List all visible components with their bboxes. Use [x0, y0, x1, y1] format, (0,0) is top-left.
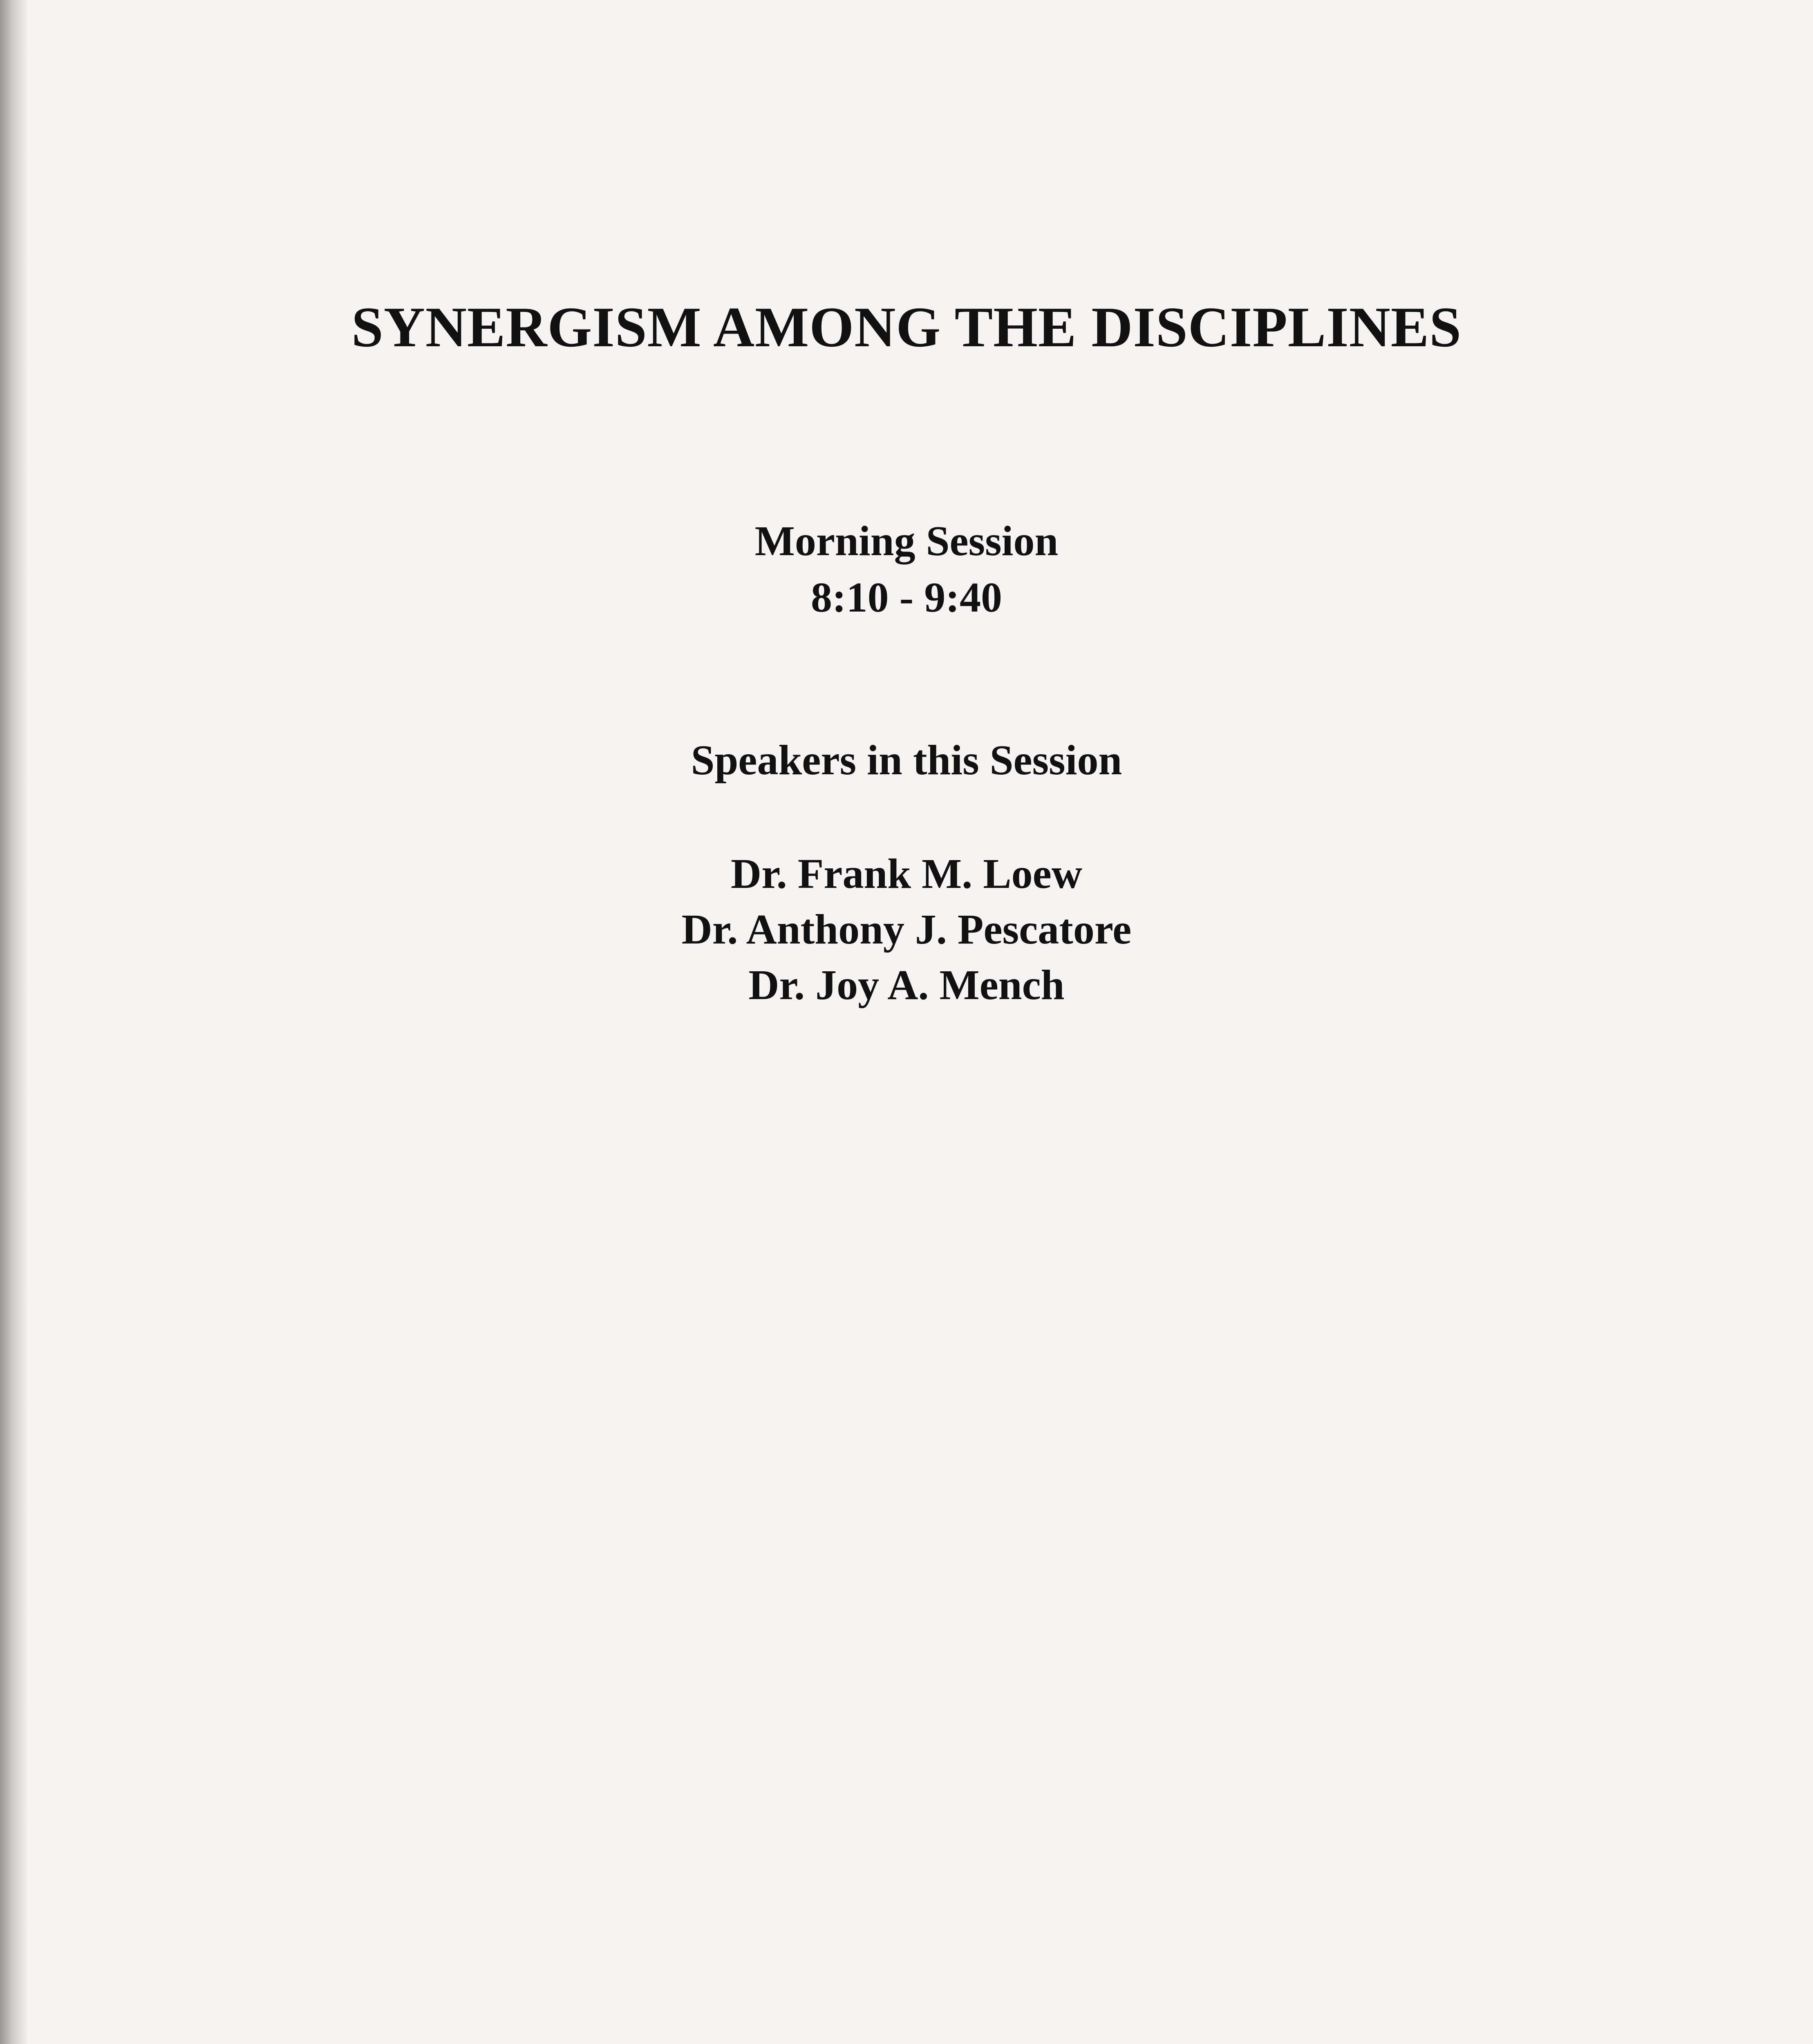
session-time: 8:10 - 9:40 [811, 574, 1002, 621]
speaker-name: Dr. Joy A. Mench [748, 961, 1065, 1009]
page-title: SYNERGISM AMONG THE DISCIPLINES [351, 296, 1462, 359]
speaker-list [0, 846, 1813, 1013]
session-name: Morning Session [754, 518, 1059, 565]
speaker-name: Dr. Frank M. Loew [731, 850, 1082, 897]
session-block [0, 513, 1813, 626]
speakers-heading: Speakers in this Session [691, 737, 1122, 784]
speaker-name: Dr. Anthony J. Pescatore [681, 906, 1132, 953]
